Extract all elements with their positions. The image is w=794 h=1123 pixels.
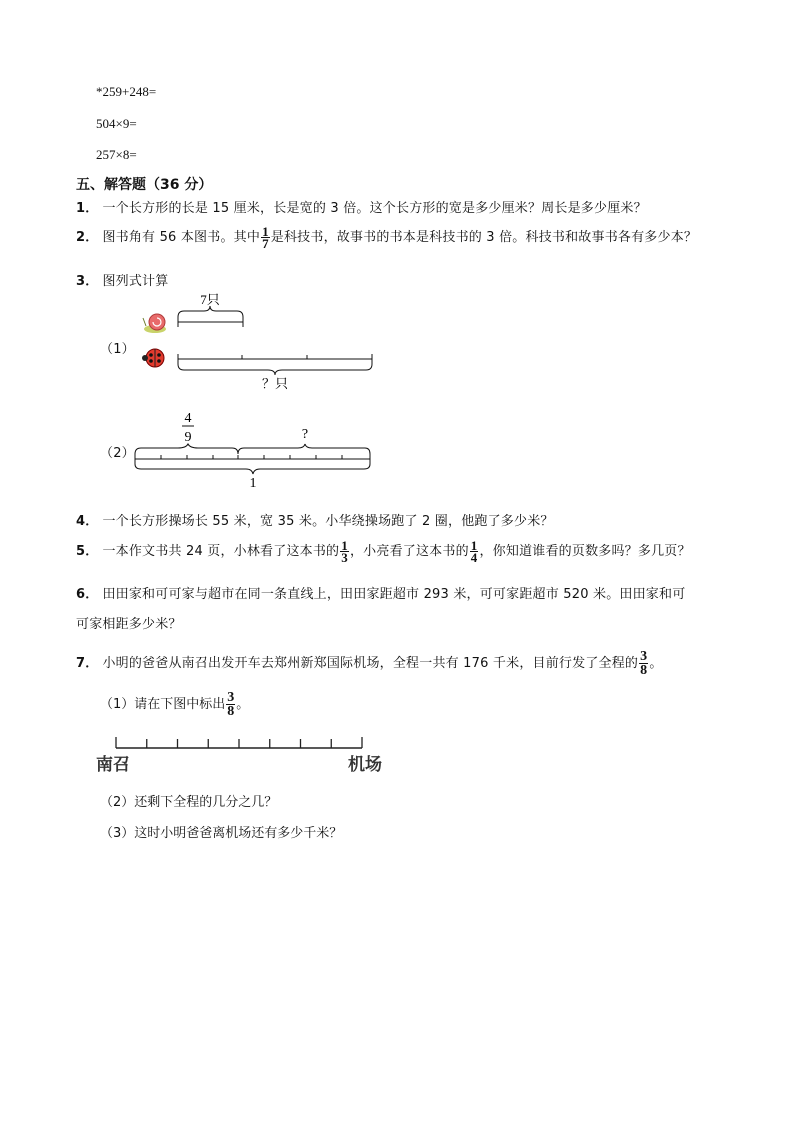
question-3: 3． 图列式计算 xyxy=(76,274,169,289)
diagram-2 xyxy=(128,406,378,492)
question-2: 2． 图书角有 56 本图书。其中 $\frac{1}{7}$ 是科技书，故事书的书本是科技书的 3 倍。科技书和故事书各有多少本？ xyxy=(76,224,698,251)
calc-2: 504×9= xyxy=(96,116,137,131)
diagram-2-frac-num: 4 xyxy=(184,411,192,426)
diagram-2-question: ? xyxy=(301,427,309,442)
diagram-2-total: 1 xyxy=(249,476,257,491)
fraction-3-8: $\frac{3}{8}$ xyxy=(640,649,648,678)
question-6-line-2: 可家相距多少米？ xyxy=(76,617,182,632)
route-end-label: 机场 xyxy=(348,755,382,775)
calc-3: 257×8= xyxy=(96,147,137,162)
question-6: 6． 田田家和可可家与超市在同一条直线上，田田家距超市 293 米，可可家距超市 520 米。田田家和可 xyxy=(76,587,686,602)
question-7-sub-1: （1）请在下图中标出 $\frac{3}{8}$ 。 xyxy=(100,690,250,719)
diagram-1-label: （1） xyxy=(100,342,135,357)
diagram-1-bottom-label: ？只 xyxy=(261,376,289,391)
diagram-1 xyxy=(138,292,383,392)
question-4: 4． 一个长方形操场长 55 米，宽 35 米。小华绕操场跑了 2 圈，他跑了多少米？ xyxy=(76,514,554,529)
diagram-2-label: （2） xyxy=(100,446,135,461)
section-heading: 五、解答题（36 分） xyxy=(76,177,213,193)
snail-icon xyxy=(143,314,166,333)
diagram-1-top-label: 7只 xyxy=(200,292,220,307)
diagram-2-frac-den: 9 xyxy=(184,430,192,445)
question-7: 7． 小明的爸爸从南召出发开车去郑州新郑国际机场，全程一共有 176 千米，目前行发了全程的 $\frac{3}{8}$ 。 xyxy=(76,649,663,678)
calc-1: *259+248= xyxy=(96,84,157,99)
route-diagram xyxy=(90,730,390,780)
question-7-sub-3: （3）这时小明爸爸离机场还有多少千米？ xyxy=(100,826,343,841)
fraction-3-8-sub: $\frac{3}{8}$ xyxy=(227,690,235,719)
fraction-1-7: $\frac{1}{7}$ xyxy=(262,224,269,251)
fraction-1-4: $\frac{1}{4}$ xyxy=(470,538,478,565)
route-start-label: 南召 xyxy=(96,755,130,775)
question-5: 5． 一本作文书共 24 页，小林看了这本书的 $\frac{1}{3}$ ，小亮看了这本书的 $\frac{1}{4}$ ，你知道谁看的页数多吗？多几页？ xyxy=(76,538,691,565)
question-7-sub-2: （2）还剩下全程的几分之几？ xyxy=(100,795,278,810)
question-1: 1． 一个长方形的长是 15 厘米，长是宽的 3 倍。这个长方形的宽是多少厘米？周长是多少厘米？ xyxy=(76,201,647,216)
ladybug-icon xyxy=(142,349,164,367)
fraction-1-3: $\frac{1}{3}$ xyxy=(341,538,348,565)
